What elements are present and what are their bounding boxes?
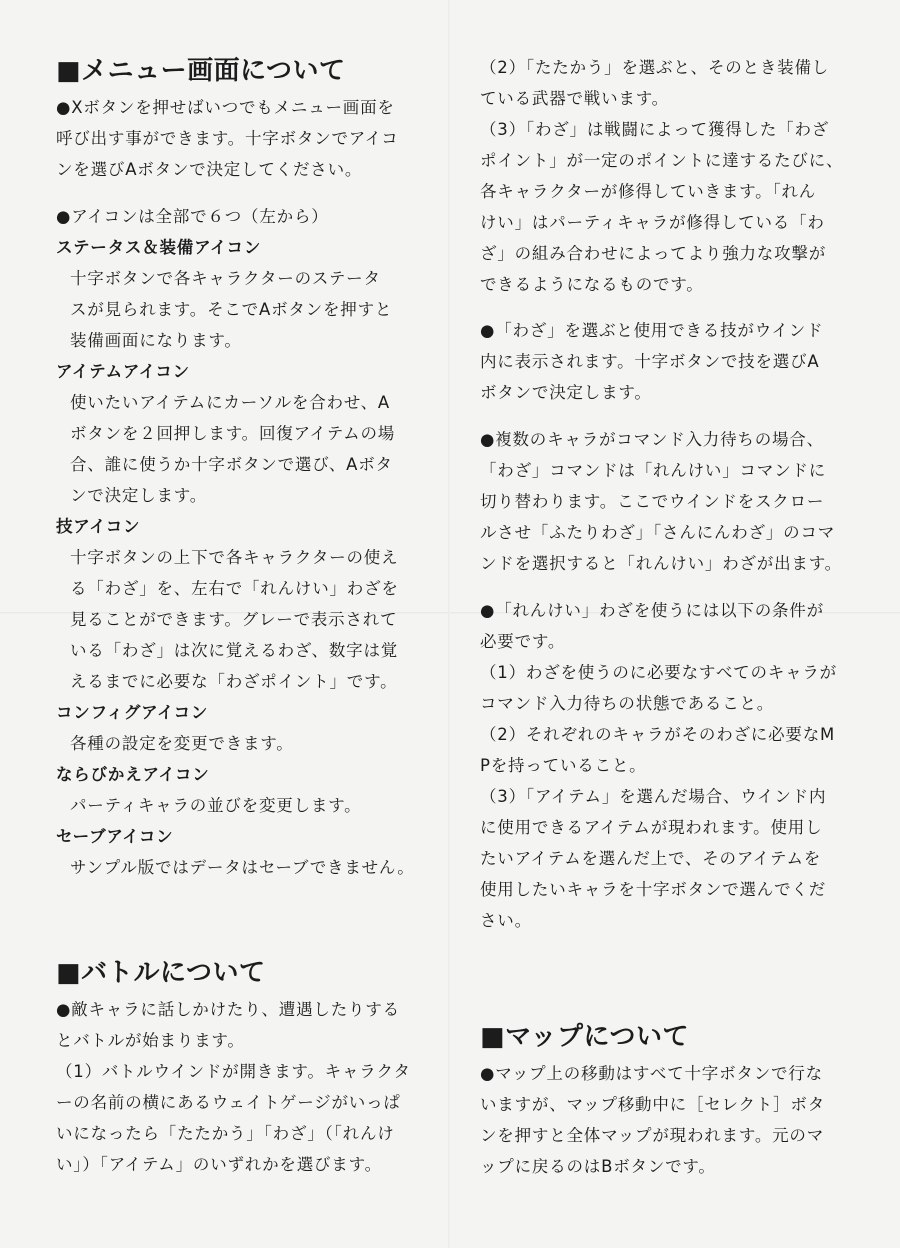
- battle-text-line: いになったら「たたかう」「わざ」（「れんけ: [56, 1124, 395, 1143]
- menu-text-line: パーティキャラの並びを変更します。: [70, 796, 362, 815]
- menu-text-line: ンを選びAボタンで決定してください。: [56, 160, 363, 179]
- icon-subheading-reorder: ならびかえアイコン: [56, 765, 210, 784]
- battle-text-line: ●「わざ」を選ぶと使用できる技がウインド: [480, 321, 824, 340]
- map-text-line: ップに戻るのはBボタンです。: [480, 1157, 716, 1176]
- menu-text-line: 各種の設定を変更できます。: [70, 734, 294, 753]
- battle-text-line: （1）バトルウインドが開きます。キャラクタ: [56, 1062, 411, 1081]
- battle-text-line: 「わざ」コマンドは「れんけい」コマンドに: [480, 461, 826, 480]
- map-text-line: ●マップ上の移動はすべて十字ボタンで行な: [480, 1064, 823, 1083]
- menu-text-line: 使いたいアイテムにカーソルを合わせ、A: [70, 393, 391, 412]
- battle-text-line: ざ」の組み合わせによってより強力な攻撃が: [480, 244, 826, 263]
- battle-text-line: ボタンで決定します。: [480, 383, 652, 402]
- menu-text-line: えるまでに必要な「わざポイント」です。: [70, 672, 398, 691]
- battle-text-line: に使用できるアイテムが現われます。使用し: [480, 818, 823, 837]
- menu-text-line: る「わざ」を、左右で「れんけい」わざを: [70, 579, 399, 598]
- battle-text-line: さい。: [480, 911, 532, 930]
- battle-section-heading: ■バトルについて: [56, 958, 266, 988]
- battle-text-line: （2）「たたかう」を選ぶと、そのとき装備し: [480, 58, 830, 77]
- paper-fold-vertical: [448, 0, 450, 1248]
- menu-text-line: サンプル版ではデータはセーブできません。: [70, 858, 415, 877]
- battle-text-line: たいアイテムを選んだ上で、そのアイテムを: [480, 849, 822, 868]
- battle-text-line: 必要です。: [480, 632, 566, 651]
- battle-text-line: けい」はパーティキャラが修得している「わ: [480, 213, 825, 232]
- battle-text-line: ●複数のキャラがコマンド入力待ちの場合、: [480, 430, 824, 449]
- battle-text-line: い」）「アイテム」のいずれかを選びます。: [56, 1155, 382, 1174]
- menu-text-line: ンで決定します。: [70, 486, 208, 505]
- menu-text-line: いる「わざ」は次に覚えるわざ、数字は覚: [70, 641, 399, 660]
- battle-text-line: ている武器で戦います。: [480, 89, 669, 108]
- menu-text-line: 装備画面になります。: [70, 331, 242, 350]
- menu-text-line: ボタンを２回押します。回復アイテムの場: [70, 424, 396, 443]
- menu-section-heading: ■メニュー画面について: [56, 56, 346, 86]
- battle-text-line: ポイント」が一定のポイントに達するたびに、: [480, 151, 844, 170]
- battle-text-line: コマンド入力待ちの状態であること。: [480, 694, 775, 713]
- menu-text-line: 呼び出す事ができます。十字ボタンでアイコ: [56, 129, 399, 148]
- battle-text-line: Pを持っていること。: [480, 756, 647, 775]
- battle-text-line: ーの名前の横にあるウェイトゲージがいっぱ: [56, 1093, 401, 1112]
- battle-text-line: できるようになるものです。: [480, 275, 704, 294]
- battle-text-line: 切り替わります。ここでウインドをスクロー: [480, 492, 825, 511]
- battle-text-line: （2）それぞれのキャラがそのわざに必要なM: [480, 725, 836, 744]
- menu-text-line: 見ることができます。グレーで表示されて: [70, 610, 398, 629]
- menu-text-line: ●Xボタンを押せばいつでもメニュー画面を: [56, 98, 395, 117]
- icon-subheading-status: ステータス＆装備アイコン: [56, 238, 262, 257]
- battle-text-line: 使用したいキャラを十字ボタンで選んでくだ: [480, 880, 826, 899]
- battle-text-line: （3）「わざ」は戦闘によって獲得した「わざ: [480, 120, 830, 139]
- battle-text-line: ルさせ「ふたりわざ」「さんにんわざ」のコマ: [480, 523, 836, 542]
- menu-text-line: ●アイコンは全部で６つ（左から）: [56, 207, 329, 226]
- battle-text-line: ンドを選択すると「れんけい」わざが出ます。: [480, 554, 842, 573]
- battle-text-line: 内に表示されます。十字ボタンで技を選びA: [480, 352, 820, 371]
- icon-subheading-item: アイテムアイコン: [56, 362, 190, 381]
- icon-subheading-skill: 技アイコン: [56, 517, 141, 536]
- map-text-line: ンを押すと全体マップが現われます。元のマ: [480, 1126, 825, 1145]
- icon-subheading-save: セーブアイコン: [56, 827, 174, 846]
- icon-subheading-config: コンフィグアイコン: [56, 703, 209, 722]
- battle-text-line: （1）わざを使うのに必要なすべてのキャラが: [480, 663, 837, 682]
- map-text-line: いますが、マップ移動中に［セレクト］ボタ: [480, 1095, 826, 1114]
- battle-text-line: とバトルが始まります。: [56, 1031, 245, 1050]
- map-section-heading: ■マップについて: [480, 1022, 690, 1052]
- menu-text-line: 十字ボタンの上下で各キャラクターの使え: [70, 548, 399, 567]
- menu-text-line: スが見られます。そこでAボタンを押すと: [70, 300, 393, 319]
- battle-text-line: ●敵キャラに話しかけたり、遭遇したりする: [56, 1000, 400, 1019]
- battle-text-line: 各キャラクターが修得していきます。「れん: [480, 182, 817, 201]
- menu-text-line: 十字ボタンで各キャラクターのステータ: [70, 269, 381, 288]
- menu-text-line: 合、誰に使うか十字ボタンで選び、Aボタ: [70, 455, 393, 474]
- battle-text-line: ●「れんけい」わざを使うには以下の条件が: [480, 601, 824, 620]
- battle-text-line: （3）「アイテム」を選んだ場合、ウインド内: [480, 787, 827, 806]
